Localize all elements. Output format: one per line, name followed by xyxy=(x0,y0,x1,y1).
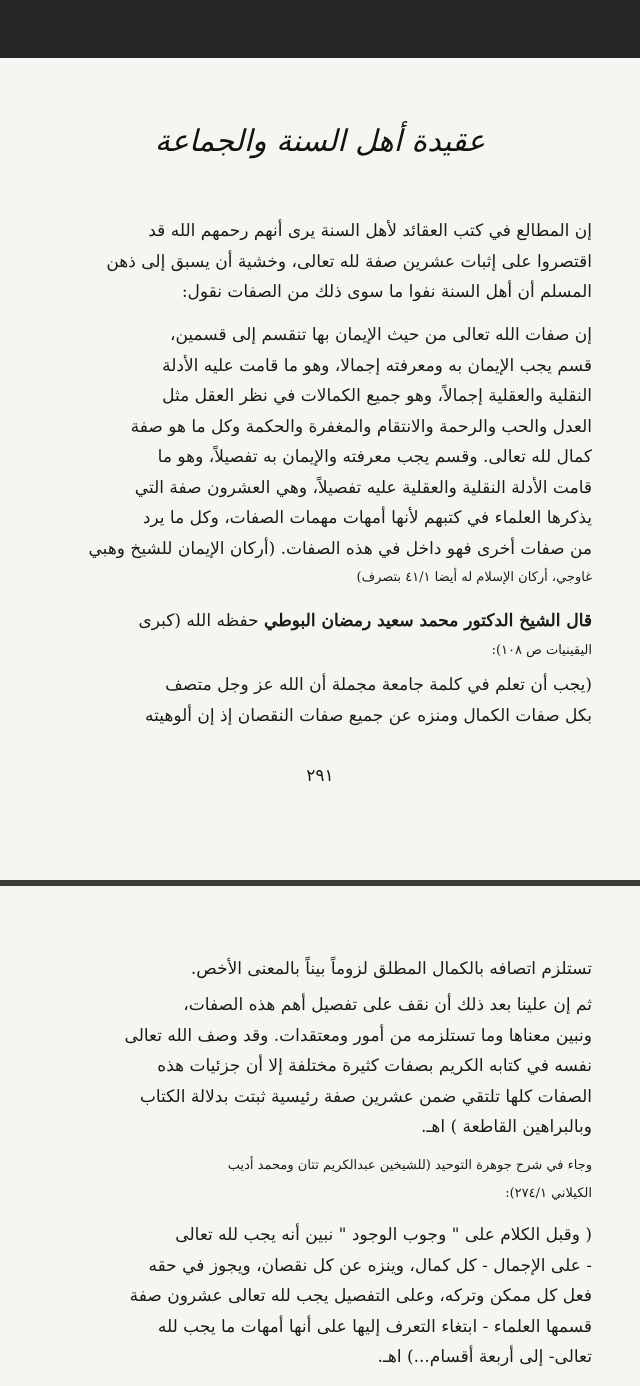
text-line: من صفات أخرى فهو داخل في هذه الصفات. (أركان الإيمان للشيخ وهبي xyxy=(88,538,592,559)
author-note: حفظه الله (كبرى xyxy=(138,611,259,631)
text-line: الكيلاني ٢٧٤/١): xyxy=(505,1186,592,1201)
body-paragraph xyxy=(50,320,592,592)
citation-line: غاوجي، أركان الإسلام له أيضا ٤١/١ بتصرف) xyxy=(356,570,592,585)
text-line: كمال لله تعالى. وقسم يجب معرفته والإيمان به تفصيلاً، وهو ما xyxy=(157,447,592,467)
second-paragraph xyxy=(50,990,592,1143)
continued-line xyxy=(50,954,592,985)
text-line: إن صفات الله تعالى من حيث الإيمان بها تنقسم إلى قسمين، xyxy=(169,325,592,345)
text-line: ثم إن علينا بعد ذلك أن نقف على تفصيل أهم هذه الصفات، xyxy=(183,995,592,1015)
text-line: المسلم أن أهل السنة نفوا ما سوى ذلك من الصفات نقول: xyxy=(181,282,592,302)
reference: اليقينيات ص ١٠٨): xyxy=(491,642,592,658)
text-line: قامت الأدلة النقلية والعقلية عليه تفصيلاً، وهي العشرون صفة التي xyxy=(134,477,592,498)
text-line: العدل والحب والرحمة والانتقام والمغفرة والحكمة وكل ما هو صفة xyxy=(130,416,592,437)
text-line: فعل كل ممكن وتركه، وعلى التفصيل يجب لله تعالى عشرون صفة xyxy=(129,1286,592,1306)
final-quote xyxy=(50,1220,592,1373)
text-line: ( وقبل الكلام على " وجوب الوجود " نبين أنه يجب لله تعالى xyxy=(175,1225,592,1245)
text-line: وجاء في شرح جوهرة التوحيد (للشيخين عبدالكريم تتان ومحمد أديب xyxy=(227,1158,592,1173)
text-line: نفسه في كتابه الكريم بصفات كثيرة مختلفة إلا أن جزئيات هذه xyxy=(157,1056,592,1076)
quote-heading xyxy=(50,606,592,665)
text-line: تستلزم اتصافه بالكمال المطلق لزوماً بيناً بالمعنى الأخص. xyxy=(190,959,592,979)
author-name: قال الشيخ الدكتور محمد سعيد رمضان البوطي xyxy=(264,611,592,631)
book-page-292 xyxy=(0,886,640,1386)
text-line: اقتصروا على إثبات عشرين صفة لله تعالى، وخشية أن يسبق إلى ذهن xyxy=(106,251,592,272)
text-line: قسمها العلماء - ابتغاء التعرف إليها على أنها أمهات ما يجب لله xyxy=(157,1316,592,1337)
text-line: إن المطالع في كتب العقائد لأهل السنة يرى أنهم رحمهم الله قد xyxy=(148,221,592,241)
intro-paragraph xyxy=(50,216,592,308)
text-line: ونبين معناها وما تستلزمه من أمور ومعتقدات. وقد وصف الله تعالى xyxy=(124,1025,592,1046)
quote-paragraph xyxy=(50,670,592,731)
page-number: ٢٩١ xyxy=(306,766,334,786)
text-line: النقلية والعقلية إجمالاً، وهو جميع الكمالات في نظر العقل مثل xyxy=(162,386,592,406)
text-line: قسم يجب الإيمان به ومعرفته إجمالا، وهو ما قامت عليه الأدلة xyxy=(162,355,592,376)
text-line: وبالبراهين القاطعة ) اهـ. xyxy=(420,1117,592,1137)
text-line: (يجب أن تعلم في كلمة جامعة مجملة أن الله عز وجل متصف xyxy=(165,675,592,695)
page-title: عقيدة أهل السنة والجماعة xyxy=(154,124,486,159)
top-bar xyxy=(0,0,640,58)
book-page-291 xyxy=(0,58,640,880)
text-line: الصفات كلها تلتقي ضمن عشرين صفة رئيسية ثبتت بدلالة الكتاب xyxy=(139,1086,592,1107)
text-line: - على الإجمال - كل كمال، وينزه عن كل نقصان، ويجوز في حقه xyxy=(148,1255,592,1276)
text-line: يذكرها العلماء في كتبهم لأنها أمهات مهمات الصفات، وكل ما يرد xyxy=(142,508,592,528)
source-note xyxy=(50,1152,592,1208)
text-line: تعالى- إلى أربعة أقسام...) اهـ. xyxy=(377,1347,592,1367)
text-line: بكل صفات الكمال ومنزه عن جميع صفات النقصان إذ إن ألوهيته xyxy=(144,705,592,726)
